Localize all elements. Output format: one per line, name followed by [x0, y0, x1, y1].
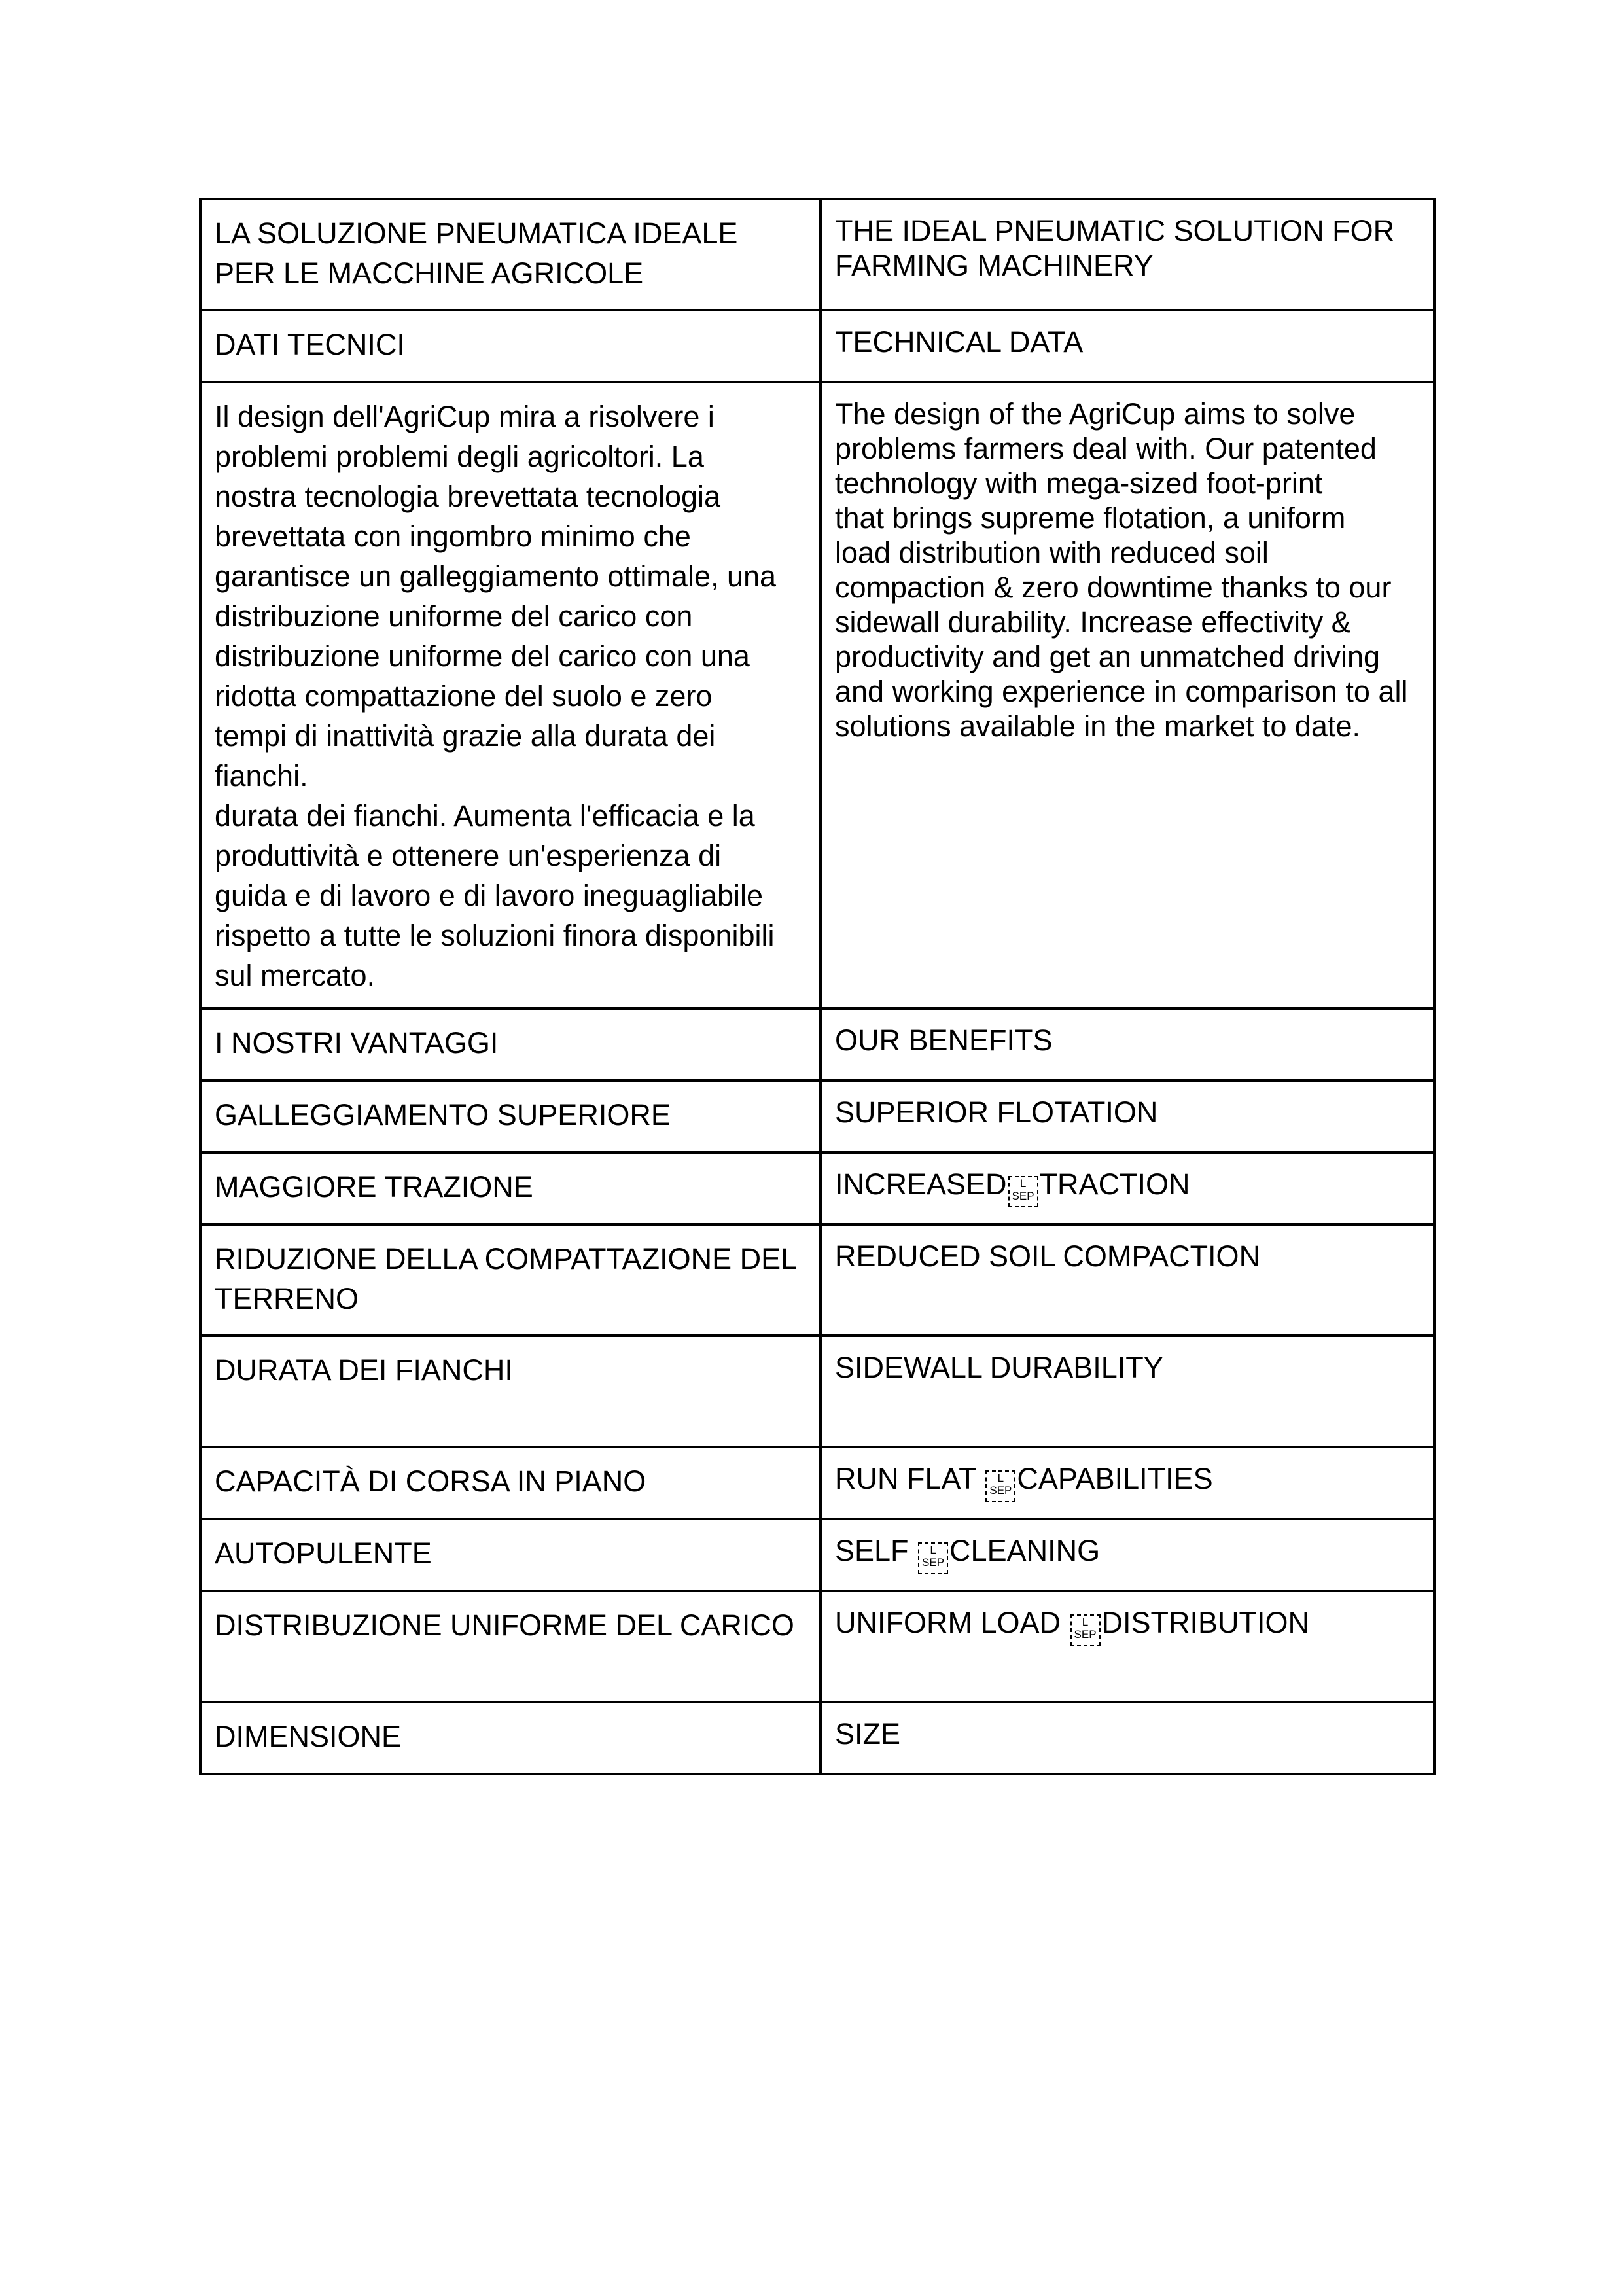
italian-cell: RIDUZIONE DELLA COMPATTAZIONE DEL TERRENO [200, 1224, 821, 1336]
italian-cell: DIMENSIONE [200, 1702, 821, 1774]
cell-text: DISTRIBUTION [1101, 1606, 1310, 1639]
italian-cell: GALLEGGIAMENTO SUPERIORE [200, 1080, 821, 1152]
table-row [200, 1702, 1434, 1774]
english-cell [821, 1447, 1434, 1519]
table-row [200, 1224, 1434, 1336]
table-row [200, 1008, 1434, 1080]
text-line: problemi problemi degli agricoltori. La [215, 440, 704, 473]
italian-cell: DATI TECNICI [200, 310, 821, 382]
english-cell: THE IDEAL PNEUMATIC SOLUTION FOR FARMING MACHINERY [821, 199, 1434, 310]
table-row [200, 382, 1434, 1008]
text-line: and working experience in comparison to all [835, 675, 1408, 708]
text-line: ridotta compattazione del suolo e zero [215, 679, 713, 713]
text-line: that brings supreme flotation, a uniform [835, 501, 1346, 535]
text-line: tempi di inattività grazie alla durata dei [215, 719, 716, 753]
separator-glyph-icon [985, 1470, 1015, 1502]
text-line: technology with mega-sized foot-print [835, 467, 1323, 500]
text-line: produttività e ottenere un'esperienza di [215, 839, 722, 872]
text-line: compaction & zero downtime thanks to our [835, 571, 1392, 604]
table-row [200, 1447, 1434, 1519]
table-row [200, 1152, 1434, 1224]
english-cell: REDUCED SOIL COMPACTION [821, 1224, 1434, 1336]
table-row [200, 199, 1434, 310]
separator-glyph-top: L [997, 1472, 1004, 1484]
english-cell: TECHNICAL DATA [821, 310, 1434, 382]
text-line: sul mercato. [215, 959, 376, 992]
text-line: nostra tecnologia brevettata tecnologia [215, 480, 721, 513]
separator-glyph-bottom: SEP [1074, 1628, 1097, 1641]
text-line: rispetto a tutte le soluzioni finora disponibili [215, 919, 775, 952]
text-line: durata dei fianchi. Aumenta l'efficacia e la [215, 799, 755, 832]
text-line: distribuzione uniforme del carico con una [215, 639, 750, 673]
separator-glyph-icon [1008, 1176, 1038, 1207]
italian-description-cell [200, 382, 821, 1008]
italian-cell: AUTOPULENTE [200, 1519, 821, 1591]
text-line: load distribution with reduced soil [835, 536, 1269, 569]
separator-glyph-bottom: SEP [1012, 1190, 1034, 1202]
separator-glyph-top: L [1019, 1177, 1027, 1190]
separator-glyph-icon [1070, 1614, 1101, 1646]
italian-cell: I NOSTRI VANTAGGI [200, 1008, 821, 1080]
separator-glyph-bottom: SEP [989, 1484, 1012, 1497]
separator-glyph-bottom: SEP [922, 1556, 945, 1569]
english-cell [821, 1152, 1434, 1224]
text-line: distribuzione uniforme del carico con [215, 599, 693, 633]
text-line: guida e di lavoro e di lavoro ineguagliabile [215, 879, 764, 912]
table-row [200, 1591, 1434, 1702]
bilingual-table [199, 198, 1436, 1775]
text-line: garantisce un galleggiamento ottimale, una [215, 560, 777, 593]
english-cell: SIDEWALL DURABILITY [821, 1336, 1434, 1447]
italian-cell: DISTRIBUZIONE UNIFORME DEL CARICO [200, 1591, 821, 1702]
cell-text: TRACTION [1039, 1167, 1190, 1201]
english-cell: OUR BENEFITS [821, 1008, 1434, 1080]
english-cell: SUPERIOR FLOTATION [821, 1080, 1434, 1152]
english-cell [821, 1519, 1434, 1591]
separator-glyph-top: L [930, 1544, 936, 1556]
cell-text: CAPABILITIES [1017, 1462, 1213, 1495]
cell-text: SELF [835, 1534, 917, 1567]
text-line: brevettata con ingombro minimo che [215, 520, 691, 553]
text-line: problems farmers deal with. Our patented [835, 432, 1377, 465]
english-cell: SIZE [821, 1702, 1434, 1774]
cell-text: RUN FLAT [835, 1462, 985, 1495]
text-line: solutions available in the market to date. [835, 709, 1360, 743]
italian-cell: DURATA DEI FIANCHI [200, 1336, 821, 1447]
text-line: sidewall durability. Increase effectivity & [835, 605, 1351, 639]
italian-cell: CAPACITÀ DI CORSA IN PIANO [200, 1447, 821, 1519]
cell-text: CLEANING [949, 1534, 1101, 1567]
italian-cell: MAGGIORE TRAZIONE [200, 1152, 821, 1224]
text-line: productivity and get an unmatched driving [835, 640, 1381, 673]
english-description-cell [821, 382, 1434, 1008]
text-line: fianchi. [215, 759, 308, 792]
cell-text: UNIFORM LOAD [835, 1606, 1069, 1639]
separator-glyph-top: L [1082, 1616, 1089, 1628]
table-row [200, 1080, 1434, 1152]
english-cell [821, 1591, 1434, 1702]
text-line: Il design dell'AgriCup mira a risolvere i [215, 400, 715, 433]
cell-text: INCREASED [835, 1167, 1007, 1201]
text-line: The design of the AgriCup aims to solve [835, 397, 1356, 431]
italian-cell: LA SOLUZIONE PNEUMATICA IDEALE PER LE MACCHINE AGRICOLE [200, 199, 821, 310]
separator-glyph-icon [918, 1542, 948, 1574]
table-row [200, 310, 1434, 382]
table-row [200, 1336, 1434, 1447]
table-row [200, 1519, 1434, 1591]
